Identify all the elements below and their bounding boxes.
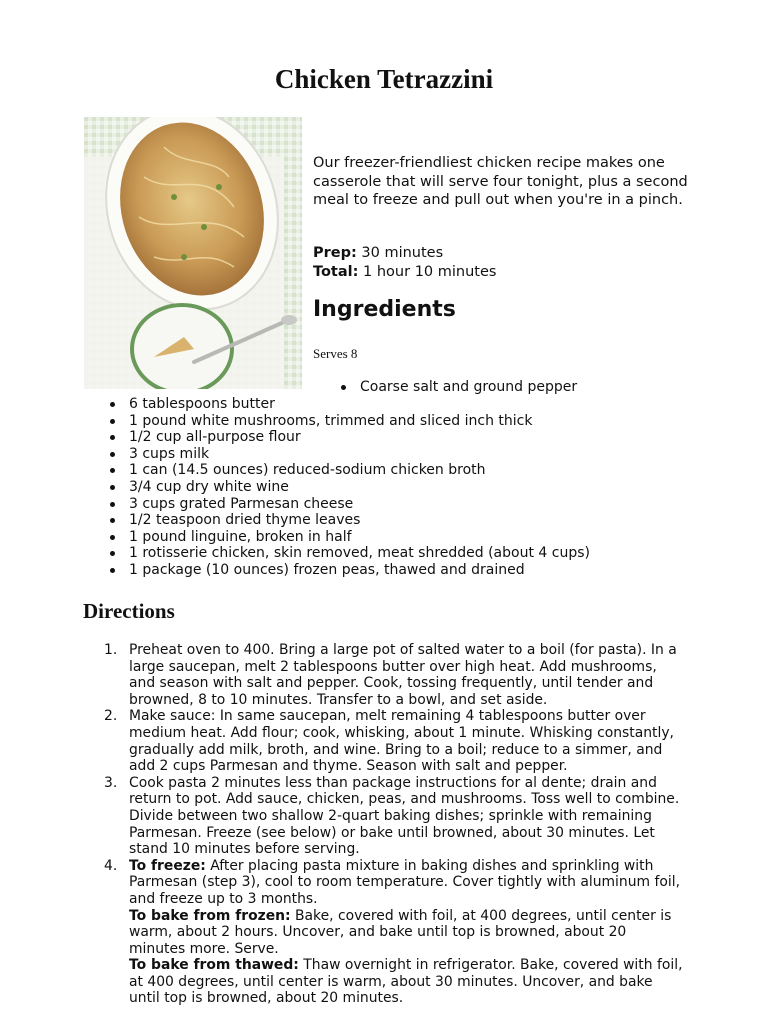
page-title: Chicken Tetrazzini — [274, 64, 494, 94]
direction-step — [104, 642, 684, 708]
step-text: Cook pasta 2 minutes less than package instructions for al dente; drain and return to pot. Add sauce, chicken, peas, and mushrooms. Toss well to combine. Divide between two shallow 2-quart baking dishes; sprinkle with remaining Parmesan. Freeze (see below) or bake until browned, about 30 minutes. Let stand 10 minutes before serving. — [129, 774, 680, 858]
ingredient-item: 3 cups milk — [107, 446, 590, 463]
directions-heading: Directions — [83, 599, 175, 623]
total-label: Total: — [313, 263, 359, 280]
total-time — [313, 263, 496, 282]
freeze-text: After placing pasta mixture in baking dishes and sprinkling with Parmesan (step 3), cool to room temperature. Cover tightly with aluminum foil, and freeze up to 3 months. — [129, 857, 680, 907]
bake-frozen-text: Bake, covered with foil, at 400 degrees, until center is warm, about 2 hours. Uncover, and bake until top is browned, about 20 minutes more. Serve. — [129, 907, 672, 957]
prep-label: Prep: — [313, 245, 357, 261]
ingredient-item: 3 cups grated Parmesan cheese — [107, 496, 590, 513]
ingredient-item: 1 package (10 ounces) frozen peas, thawed and drained — [107, 562, 590, 579]
ingredient-item: Coarse salt and ground pepper — [338, 379, 577, 396]
bake-thawed-instructions — [129, 957, 684, 1007]
directions-list — [104, 642, 684, 1007]
ingredients-heading: Ingredients — [313, 297, 456, 322]
recipe-times — [313, 244, 496, 281]
step-number: 1. — [104, 642, 118, 658]
freeze-instructions — [129, 858, 684, 908]
ingredient-item: 1 can (14.5 ounces) reduced-sodium chicken broth — [107, 462, 590, 479]
bake-frozen-instructions — [129, 908, 684, 958]
ingredient-item: 6 tablespoons butter — [107, 396, 590, 413]
step-number: 4. — [104, 857, 118, 874]
step-text: Preheat oven to 400. Bring a large pot of salted water to a boil (for pasta). In a large saucepan, melt 2 tablespoons butter over high heat. Add mushrooms, and season with salt and pepper. Cook, tossing frequently, until tender and browned, 8 to 10 minutes. Transfer to a bowl, and set aside. — [129, 642, 677, 708]
ingredient-item: 1/2 cup all-purpose flour — [107, 429, 590, 446]
ingredient-item: 1 pound linguine, broken in half — [107, 529, 590, 546]
ingredient-item: 1/2 teaspoon dried thyme leaves — [107, 512, 590, 529]
direction-step — [104, 708, 684, 774]
total-value: 1 hour 10 minutes — [363, 263, 497, 280]
bake-thawed-text: Thaw overnight in refrigerator. Bake, covered with foil, at 400 degrees, until center is warm, about 30 minutes. Uncover, and bake until top is browned, about 20 minutes. — [129, 957, 683, 1007]
freeze-label: To freeze: — [129, 857, 206, 874]
prep-time — [313, 244, 496, 263]
ingredient-item: 1 pound white mushrooms, trimmed and sliced inch thick — [107, 413, 590, 430]
step-number: 2. — [104, 708, 118, 725]
ingredient-item: 3/4 cup dry white wine — [107, 479, 590, 496]
step-number: 3. — [104, 774, 118, 791]
direction-step — [104, 858, 684, 1007]
bake-thawed-label: To bake from thawed: — [129, 957, 299, 974]
bake-frozen-label: To bake from frozen: — [129, 907, 291, 924]
step-text: Make sauce: In same saucepan, melt remaining 4 tablespoons butter over medium heat. Add flour; cook, whisking, about 1 minute. Whisking constantly, gradually add milk, broth, and wine. Bring to a boil; reduce to a simmer, and add 2 cups Parmesan and thyme. Season with salt and pepper. — [129, 708, 674, 775]
direction-step — [104, 775, 684, 858]
ingredient-item: 1 rotisserie chicken, skin removed, meat shredded (about 4 cups) — [107, 545, 590, 562]
ingredient-list-top — [338, 379, 577, 396]
serves-note: Serves 8 — [313, 346, 358, 361]
ingredient-list — [107, 396, 590, 579]
recipe-intro: Our freezer-friendliest chicken recipe makes one casserole that will serve four tonight, plus a second meal to freeze and pull out when you're in a pinch. — [313, 155, 688, 208]
casserole-photo — [84, 117, 302, 389]
prep-value: 30 minutes — [361, 245, 444, 261]
